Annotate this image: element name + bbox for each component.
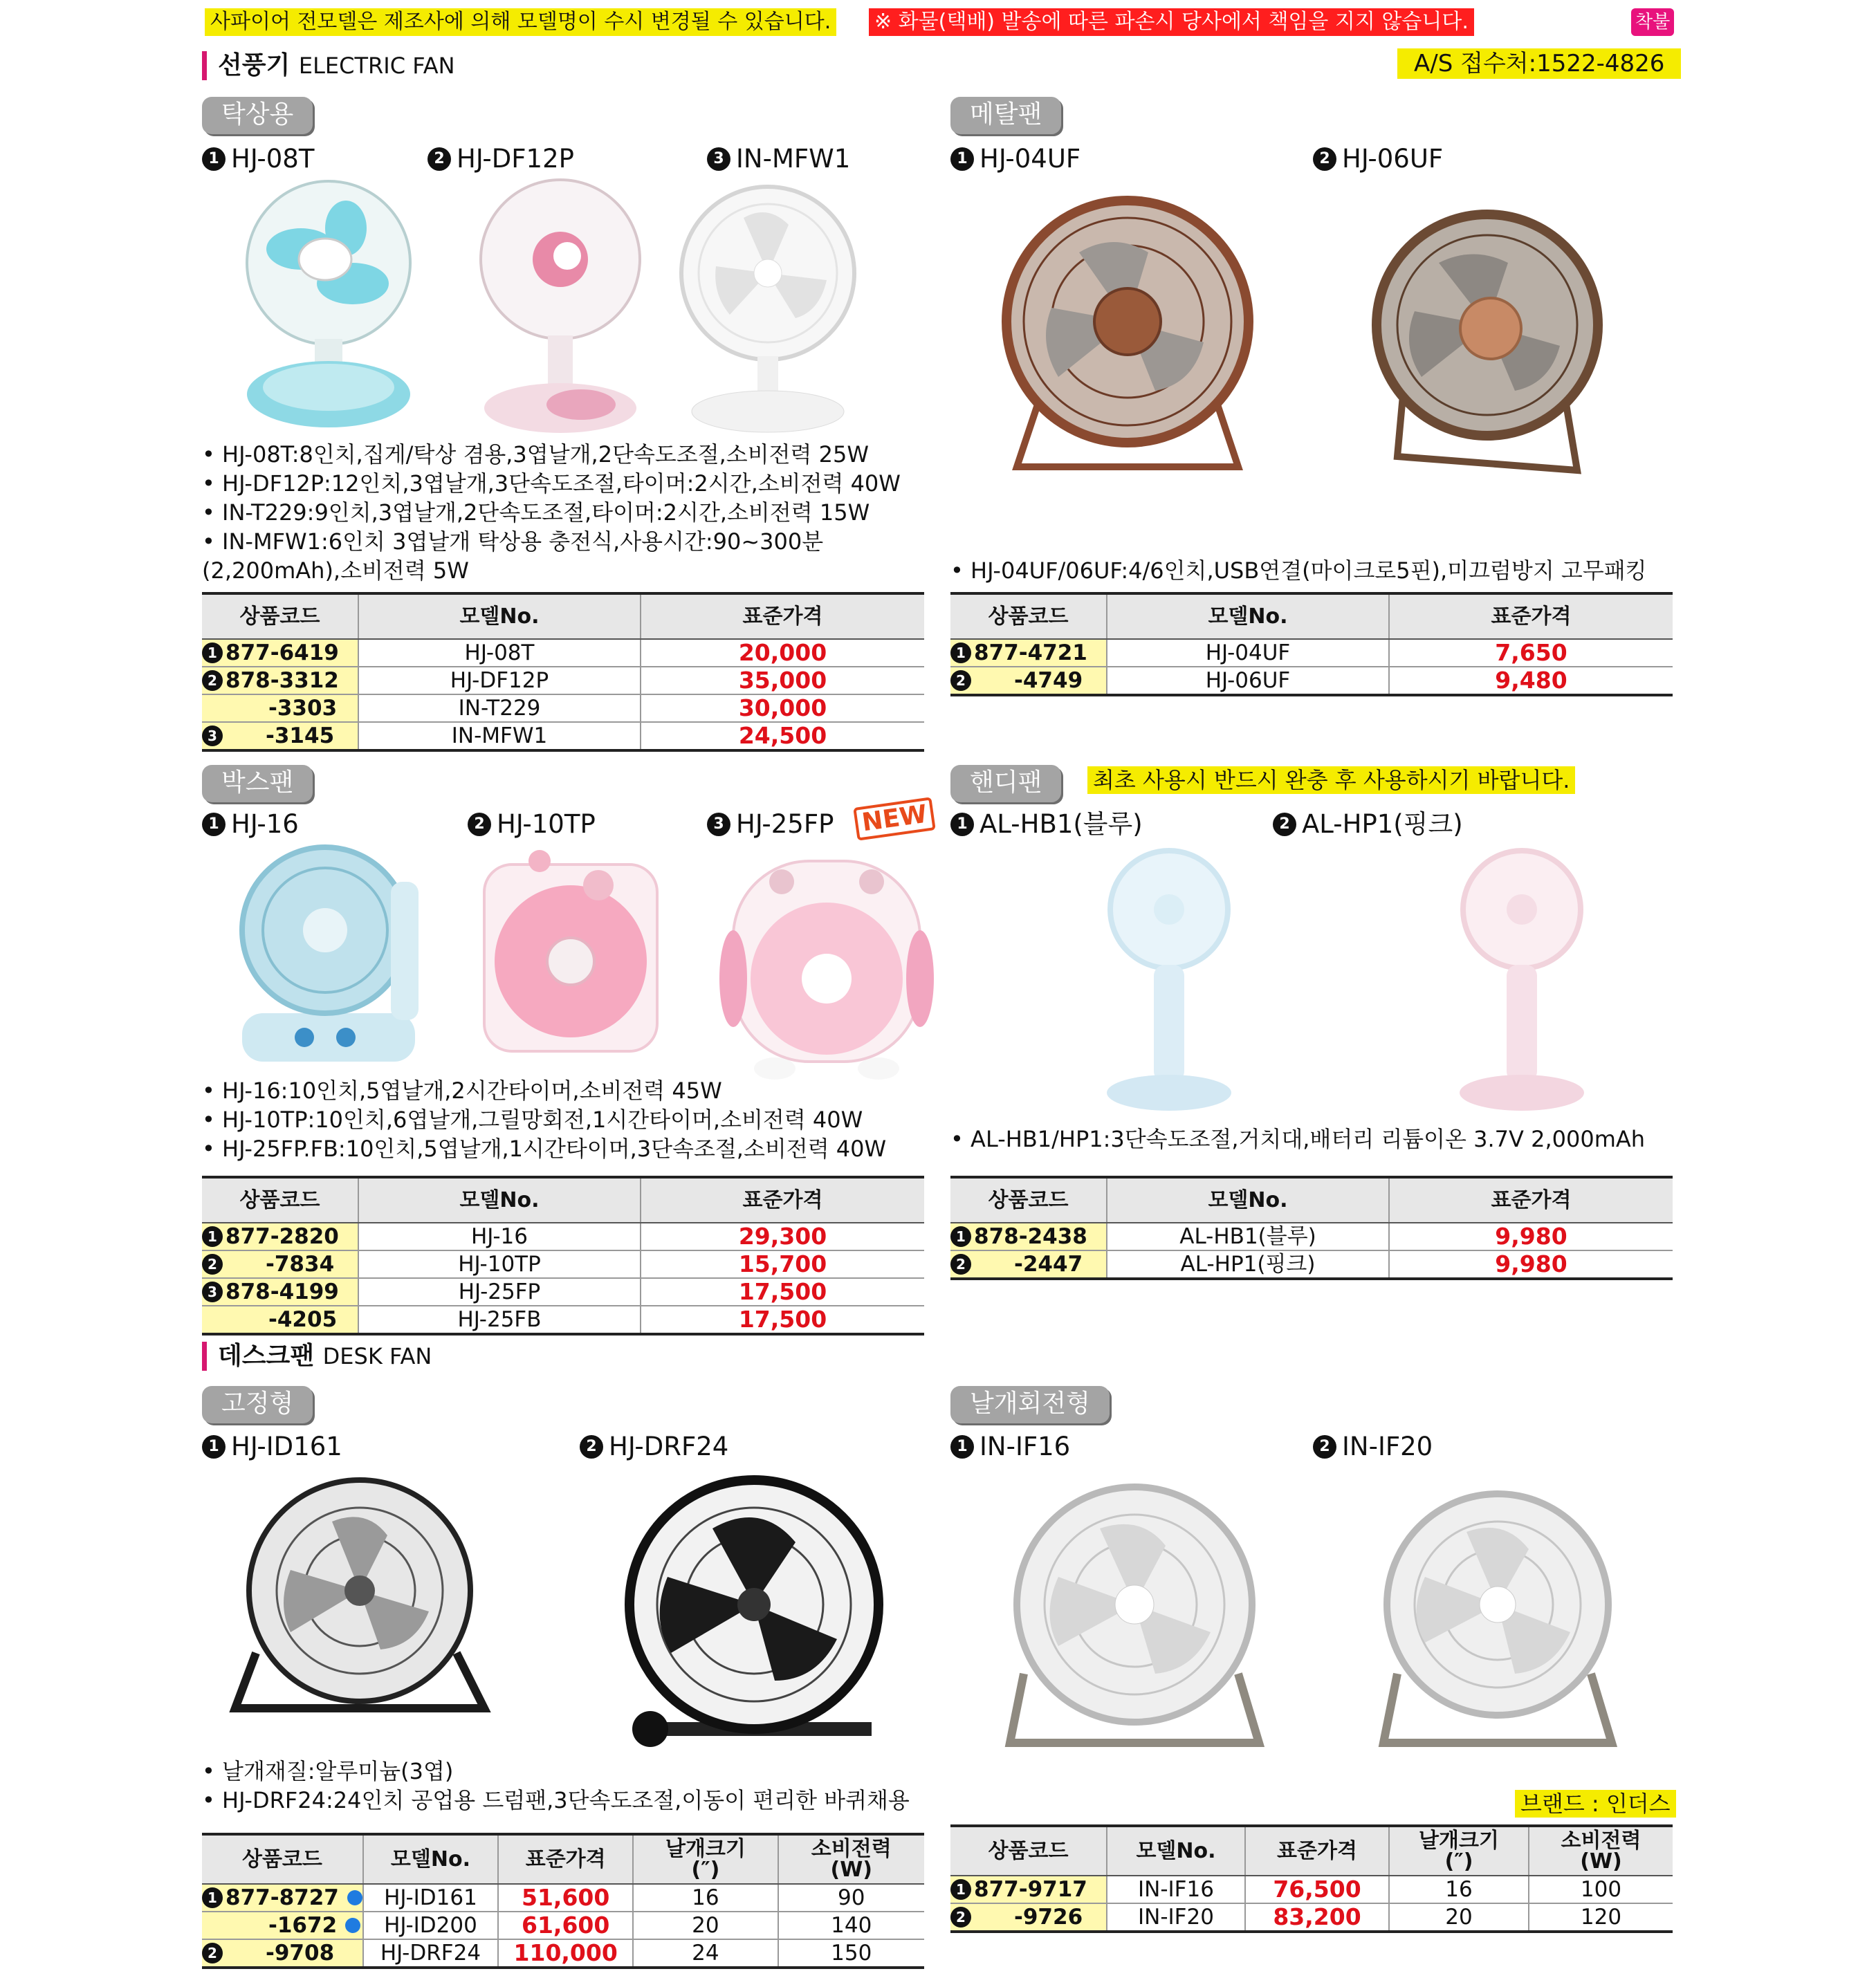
number-icon: 1 [950, 147, 974, 171]
fan-image-alhp1 [1453, 847, 1591, 1117]
header-price: 표준가격 [1245, 1826, 1389, 1876]
cod-badge: 착불 [1631, 8, 1674, 36]
number-icon: 1 [950, 813, 974, 836]
table-row: 3 -3145 IN-MFW1 24,500 [202, 722, 924, 750]
section-title-electric-fan [202, 51, 455, 80]
header-code: 상품코드 [950, 1826, 1107, 1876]
table-row: 1 877-4721 HJ-04UF 7,650 [950, 639, 1673, 667]
header-price: 표준가격 [1389, 1177, 1673, 1223]
fan-image-inmfw1 [678, 176, 858, 436]
header-power: 소비전력 (W) [1529, 1826, 1673, 1876]
box-description: • HJ-16:10인치,5엽날개,2시간타이머,소비전력 45W • HJ-10TP:10인치,6엽날개,그릴망회전,1시간타이머,소비전력 40W • HJ-25FP.FB:10인치,5엽날개,1시간타이머,3단속조절,소비전력 40W [202, 1078, 887, 1162]
header-model: 모델No. [1107, 593, 1389, 639]
header-code: 상품코드 [950, 593, 1107, 639]
number-icon: 1 [202, 1226, 223, 1247]
header-code: 상품코드 [950, 1177, 1107, 1223]
category-handy: 핸디팬 [950, 765, 1061, 802]
model-label-hj25fp: 3 HJ-25FP [707, 809, 834, 840]
number-icon: 2 [580, 1435, 603, 1459]
section-title-ko: 데스크팬 [218, 1342, 315, 1370]
model-label-hj06uf: 2 HJ-06UF [1313, 144, 1443, 174]
fan-image-hjdrf24 [609, 1473, 899, 1764]
new-badge: NEW [853, 797, 936, 840]
model-label-inif16: 1 IN-IF16 [950, 1432, 1070, 1462]
header-model: 모델No. [358, 593, 641, 639]
model-label-inif20: 2 IN-IF20 [1313, 1432, 1433, 1462]
fan-image-hjid161 [228, 1473, 491, 1750]
category-tabletop: 탁상용 [202, 97, 313, 134]
number-icon: 2 [202, 1943, 223, 1963]
number-icon: 2 [468, 813, 491, 836]
as-center: A/S 접수처:1522-4826 [1397, 48, 1681, 79]
header-blade-size: 날개크기 (″) [1389, 1826, 1529, 1876]
model-label-hjdrf24: 2 HJ-DRF24 [580, 1432, 728, 1462]
number-icon: 1 [202, 147, 226, 171]
number-icon: 2 [1313, 1435, 1336, 1459]
metal-price-table [950, 592, 1673, 696]
handy-charge-notice: 최초 사용시 반드시 완충 후 사용하시기 바랍니다. [1087, 766, 1575, 794]
section-title-ko: 선풍기 [218, 51, 291, 80]
header-price: 표준가격 [641, 593, 924, 639]
table-row: -1672 HJ-ID200 61,600 20 140 [202, 1912, 924, 1939]
model-label-hj16: 1 HJ-16 [202, 809, 299, 840]
number-icon: 1 [950, 1879, 971, 1900]
fan-image-hj04uf [996, 190, 1259, 481]
table-row: 2 -4749 HJ-06UF 9,480 [950, 667, 1673, 695]
section-title-desk-fan [202, 1342, 432, 1371]
handy-description: • AL-HB1/HP1:3단속도조절,거치대,배터리 리튬이온 3.7V 2,000mAh [950, 1126, 1646, 1152]
rotating-price-table [950, 1824, 1673, 1933]
number-icon: 1 [950, 1435, 974, 1459]
header-model: 모델No. [363, 1834, 498, 1884]
fan-image-hj10tp [477, 844, 664, 1058]
header-code: 상품코드 [202, 593, 358, 639]
number-icon: 2 [202, 1254, 223, 1275]
number-icon: 3 [202, 1282, 223, 1302]
header-model: 모델No. [1107, 1177, 1389, 1223]
category-rotating: 날개회전형 [950, 1386, 1110, 1423]
fan-image-inif20 [1370, 1487, 1626, 1771]
header-blade-size: 날개크기 (″) [633, 1834, 778, 1884]
table-row: 1 877-9717 IN-IF16 76,500 16 100 [950, 1876, 1673, 1903]
model-label-hj08t: 1 HJ-08T [202, 144, 314, 174]
category-fixed: 고정형 [202, 1386, 313, 1423]
fan-image-inif16 [996, 1480, 1273, 1771]
model-label-hjdf12p: 2 HJ-DF12P [427, 144, 574, 174]
model-label-hj04uf: 1 HJ-04UF [950, 144, 1080, 174]
header-code: 상품코드 [202, 1177, 358, 1223]
brand-label: 브랜드 : 인더스 [1515, 1790, 1676, 1818]
header-price: 표준가격 [1389, 593, 1673, 639]
category-box: 박스팬 [202, 765, 313, 802]
number-icon: 3 [202, 725, 223, 746]
table-row: 2 878-3312 HJ-DF12P 35,000 [202, 667, 924, 694]
number-icon: 1 [202, 1887, 223, 1908]
fan-image-hj25fp [719, 847, 934, 1082]
header-price: 표준가격 [498, 1834, 633, 1884]
table-row: 1 877-8727 HJ-ID161 51,600 16 90 [202, 1884, 924, 1912]
table-row: 2 -9708 HJ-DRF24 110,000 24 150 [202, 1939, 924, 1968]
number-icon: 2 [427, 147, 451, 171]
header-code: 상품코드 [202, 1834, 363, 1884]
header-price: 표준가격 [641, 1177, 924, 1223]
tabletop-description: • HJ-08T:8인치,집게/탁상 겸용,3엽날개,2단속도조절,소비전력 25W • HJ-DF12P:12인치,3엽날개,3단속도조절,타이머:2시간,소비전력 40W • IN-T229:9인치,3엽날개,2단속도조절,타이머:2시간,소비전력 15W • IN-MFW1:6인치 3엽날개 탁상용 충전식,사용시간:90~300분 (2,200mAh),소비전력 5W [202, 441, 901, 584]
table-row: 3 878-4199 HJ-25FP 17,500 [202, 1278, 924, 1306]
fan-image-hj16 [228, 840, 429, 1069]
model-label-alhb1: 1 AL-HB1(블루) [950, 809, 1143, 840]
fan-image-hj06uf [1370, 207, 1605, 491]
fan-image-alhb1 [1100, 847, 1238, 1117]
handy-price-table [950, 1176, 1673, 1280]
metal-description: • HJ-04UF/06UF:4/6인치,USB연결(마이크로5핀),미끄럼방지 고무패킹 [950, 557, 1647, 584]
number-icon: 2 [950, 1907, 971, 1928]
table-row: 1 877-6419 HJ-08T 20,000 [202, 639, 924, 667]
shipping-warning: ※ 화물(택배) 발송에 따른 파손시 당사에서 책임을 지지 않습니다. [869, 8, 1474, 36]
number-icon: 1 [950, 643, 971, 663]
top-notice: 사파이어 전모델은 제조사에 의해 모델명이 수시 변경될 수 있습니다. [205, 8, 836, 36]
number-icon: 2 [1313, 147, 1336, 171]
number-icon: 2 [202, 670, 223, 691]
number-icon: 1 [202, 643, 223, 663]
table-row: 2 -9726 IN-IF20 83,200 20 120 [950, 1903, 1673, 1932]
number-icon: 2 [950, 1254, 971, 1275]
table-row: -3303 IN-T229 30,000 [202, 694, 924, 722]
number-icon: 1 [202, 813, 226, 836]
header-model: 모델No. [358, 1177, 641, 1223]
table-row: 1 877-2820 HJ-16 29,300 [202, 1223, 924, 1250]
blue-dot-icon [345, 1918, 360, 1933]
table-row: 2 -2447 AL-HP1(핑크) 9,980 [950, 1250, 1673, 1279]
fan-image-hjdf12p [477, 169, 643, 436]
header-model: 모델No. [1107, 1826, 1245, 1876]
header-power: 소비전력 (W) [778, 1834, 925, 1884]
model-label-hj10tp: 2 HJ-10TP [468, 809, 596, 840]
tabletop-price-table [202, 592, 924, 752]
table-row: 1 878-2438 AL-HB1(블루) 9,980 [950, 1223, 1673, 1250]
fan-image-hj08t [242, 173, 415, 436]
fixed-description: • 날개재질:알루미늄(3엽) • HJ-DRF24:24인치 공업용 드럼팬,3단속도조절,이동이 편리한 바퀴채용 [202, 1758, 910, 1813]
section-title-en: DESK FAN [322, 1343, 432, 1369]
number-icon: 3 [707, 147, 730, 171]
number-icon: 3 [707, 813, 730, 836]
box-price-table [202, 1176, 924, 1335]
blue-dot-icon [347, 1890, 362, 1905]
table-row: 2 -7834 HJ-10TP 15,700 [202, 1250, 924, 1278]
section-title-en: ELECTRIC FAN [298, 53, 455, 79]
table-row: -4205 HJ-25FB 17,500 [202, 1306, 924, 1334]
number-icon: 2 [950, 670, 971, 691]
number-icon: 2 [1273, 813, 1296, 836]
model-label-alhp1: 2 AL-HP1(핑크) [1273, 809, 1463, 840]
model-label-hjid161: 1 HJ-ID161 [202, 1432, 342, 1462]
number-icon: 1 [950, 1226, 971, 1247]
model-label-inmfw1: 3 IN-MFW1 [707, 144, 850, 174]
number-icon: 1 [202, 1435, 226, 1459]
category-metal: 메탈팬 [950, 97, 1061, 134]
fixed-price-table [202, 1833, 924, 1969]
